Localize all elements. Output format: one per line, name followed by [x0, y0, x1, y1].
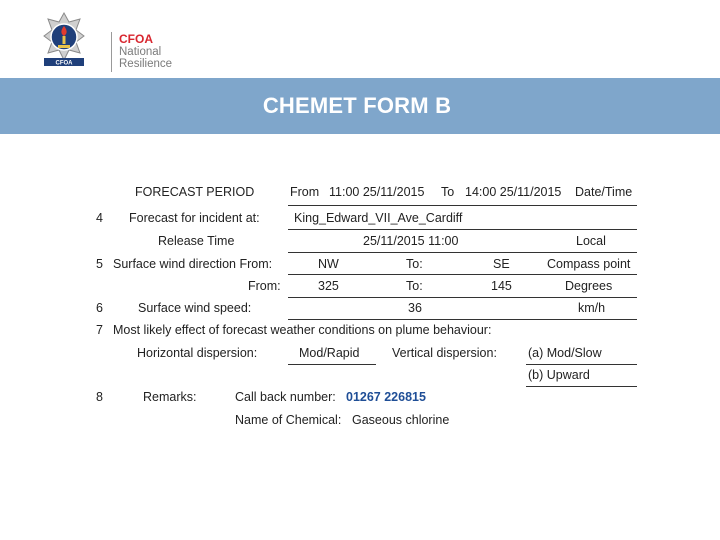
release-time-unit: Local [576, 234, 606, 248]
chemical-value: Gaseous chlorine [352, 413, 450, 427]
row-number-8: 8 [96, 390, 103, 404]
release-time-label: Release Time [158, 234, 235, 248]
vertical-dispersion-a: (a) Mod/Slow [528, 346, 602, 360]
page-title: CHEMET FORM B [262, 93, 452, 118]
incident-value: King_Edward_VII_Ave_Cardiff [294, 211, 463, 225]
horizontal-dispersion-rule [288, 364, 376, 365]
forecast-period-rule [288, 205, 637, 206]
logo-line-resilience: Resilience [119, 58, 173, 70]
row-number-6: 6 [96, 301, 103, 315]
incident-rule [288, 229, 637, 230]
wind-from-value: NW [318, 257, 339, 271]
wind-speed-value: 36 [408, 301, 422, 315]
row-number-7: 7 [96, 323, 103, 337]
logo-line-national: National [119, 45, 162, 58]
wind-direction-rule [288, 274, 637, 275]
forecast-to-label: To [441, 185, 455, 199]
wind-to2-value: 145 [491, 279, 512, 293]
remarks-label: Remarks: [143, 390, 197, 404]
vertical-dispersion-b: (b) Upward [528, 368, 590, 382]
forecast-period-label: FORECAST PERIOD [135, 185, 255, 199]
logo-brand: CFOA [119, 32, 153, 46]
wind-from2-value: 325 [318, 279, 339, 293]
badge-text: CFOA [55, 60, 73, 67]
wind-speed-rule [288, 319, 637, 320]
wind-degrees-rule [288, 297, 637, 298]
wind-speed-label: Surface wind speed: [138, 301, 252, 315]
forecast-from-value: 11:00 25/11/2015 [329, 185, 425, 199]
plume-label: Most likely effect of forecast weather conditions on plume behaviour: [113, 323, 492, 337]
vertical-b-rule [526, 386, 637, 387]
wind-direction-unit: Compass point [547, 257, 631, 271]
wind-degrees-unit: Degrees [565, 279, 613, 293]
release-rule [288, 252, 637, 253]
row-number-5: 5 [96, 257, 103, 271]
release-time-value: 25/11/2015 11:00 [363, 234, 459, 248]
chemical-label: Name of Chemical: [235, 413, 342, 427]
wind-to-value: SE [493, 257, 510, 271]
wind-speed-unit: km/h [578, 301, 606, 315]
vertical-dispersion-label: Vertical dispersion: [392, 346, 497, 360]
row-number-4: 4 [96, 211, 103, 225]
horizontal-dispersion-value: Mod/Rapid [299, 346, 360, 360]
incident-label: Forecast for incident at: [129, 211, 260, 225]
vertical-a-rule [526, 364, 637, 365]
wind-from2-label: From: [248, 279, 281, 293]
horizontal-dispersion-label: Horizontal dispersion: [137, 346, 258, 360]
wind-to2-label: To: [406, 279, 423, 293]
forecast-unit: Date/Time [575, 185, 633, 199]
callback-number: 01267 226815 [346, 390, 426, 404]
callback-label: Call back number: [235, 390, 336, 404]
wind-direction-label: Surface wind direction From: [113, 257, 273, 271]
forecast-from-label: From [290, 185, 320, 199]
wind-to-label: To: [406, 257, 423, 271]
forecast-to-value: 14:00 25/11/2015 [465, 185, 562, 199]
